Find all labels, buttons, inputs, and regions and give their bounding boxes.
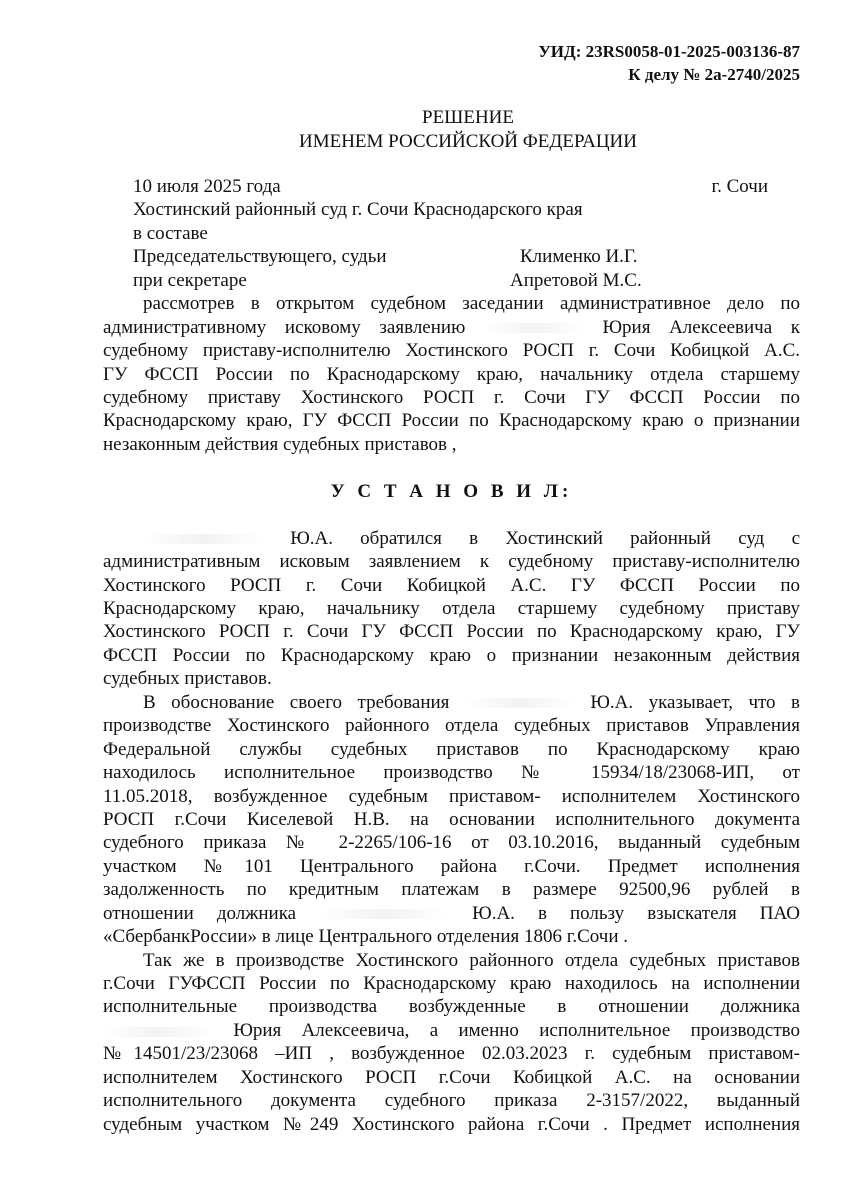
text-line [103,878,800,901]
document-body [103,175,800,1136]
text-segment: В обоснование своего требования [143,691,450,713]
title-decision: РЕШЕНИЕ [422,107,514,128]
text-line [103,785,800,808]
text-segment: Ю.А. в пользу взыскателя ПАО [472,902,800,924]
text-line [103,550,800,573]
text-segment: рассмотрев в открытом судебном заседании административное дело по [143,293,800,315]
decision-city: г. Сочи [711,176,768,197]
text-segment: г.Сочи ГУФССП России по Краснодарскому краю находилось на исполнении [103,973,800,995]
text-segment: Юрия Алексеевича к [602,316,800,338]
text-segment: исполнительные производства возбужденные в отношении должника [103,996,800,1018]
document-header [538,40,800,86]
text-line [103,339,800,362]
text-line [103,995,800,1018]
text-segment: исполнительного документа судебного приказа 2-3157/2022, выданный [103,1090,800,1112]
text-line [103,831,800,854]
text-line [103,644,800,667]
text-segment: незаконным действия судебных приставов , [103,433,457,455]
text-segment: судебных приставов. [103,668,272,690]
text-segment: Юрия Алексеевича, а именно исполнительное производство [233,1019,800,1041]
text-segment: «СбербанкРоссии» в лице Центрального отделения 1806 г.Сочи . [103,926,629,948]
spacer [103,456,800,479]
decision-date: 10 июля 2025 года [133,176,281,197]
section-heading [103,480,800,503]
text-line [103,925,800,948]
text-line [103,972,800,995]
text-line [103,363,800,386]
text-line [103,597,800,620]
text-line [103,714,800,737]
text-segment: судебным участком №249 Хостинского района г.Сочи . Предмет исполнения [103,1113,800,1135]
text-line [103,1113,800,1136]
decision-text [103,292,800,1136]
text-line [103,808,800,831]
text-segment: исполнителем Хостинского РОСП г.Сочи Кобицкой А.С. на основании [103,1066,800,1088]
text-segment: производстве Хостинского районного отдела судебных приставов Управления [103,715,800,737]
presiding-judge: Клименко И.Г. [520,246,638,268]
text-segment: Хостинского РОСП г. Сочи Кобицкой А.С. ГУ ФССП России по [103,574,800,596]
text-line [103,691,800,714]
text-line [103,1089,800,1112]
text-line [103,949,800,972]
presiding-line [103,245,800,268]
text-segment: ГУ ФССП России по Краснодарскому краю, начальнику отдела старшему [103,363,800,385]
presiding-label: Председательствующего, судьи [133,246,387,268]
text-line [103,667,800,690]
text-segment: Федеральной службы судебных приставов по Краснодарскому краю [103,738,800,760]
uid-number: УИД: 23RS0058-01-2025-003136-87 [538,42,800,61]
text-line [103,761,800,784]
redacted-name [465,698,575,708]
text-segment: задолженность по кредитным платежам в размере 92500,96 рублей в [103,879,800,901]
redacted-name [484,323,584,333]
title-subtitle: ИМЕНЕМ РОССИЙСКОЙ ФЕДЕРАЦИИ [298,131,637,152]
text-line [103,574,800,597]
text-segment: судебному приставу-исполнителю Хостинского РОСП г. Сочи Кобицкой А.С. [103,340,800,362]
text-segment: Ю.А. указывает, что в [590,691,800,713]
case-number: К делу № 2а-2740/2025 [628,65,800,84]
text-line [103,433,800,456]
redacted-name [143,534,263,544]
text-segment: административным исковым заявлением к судебному приставу-исполнителю [103,551,800,573]
redacted-name [103,1027,213,1037]
text-segment: ФССП России по Краснодарскому краю о признании незаконным действия [103,644,800,666]
text-segment: Краснодарскому краю, ГУ ФССП России по Краснодарскому краю о признании [103,410,800,432]
text-segment: отношении должника [103,902,297,924]
text-segment: 11.05.2018, возбужденное судебным приставом- исполнителем Хостинского [103,785,800,807]
text-line [103,292,800,315]
court-name: Хостинский районный суд г. Сочи Краснодарского края [133,199,583,221]
text-segment: У С Т А Н О В И Л: [330,480,573,502]
document-title [0,106,858,154]
text-line [103,409,800,432]
text-line [103,386,800,409]
secretary-label: при секретаре [133,269,247,291]
text-line [103,316,800,339]
date-line [103,175,800,198]
text-line [103,855,800,878]
text-segment: Ю.А. обратился в Хостинский районный суд с [290,527,800,549]
text-segment: Так же в производстве Хостинского районного отдела судебных приставов [143,949,800,971]
composition-label: в составе [133,222,208,244]
text-segment: Краснодарскому краю, начальнику отдела старшему судебному приставу [103,597,800,619]
text-line [103,1066,800,1089]
text-line [103,738,800,761]
text-line [103,527,800,550]
text-line [103,1019,800,1042]
secretary-name: Апретовой М.С. [510,269,642,291]
text-line [103,1042,800,1065]
text-segment: судебного приказа № 2-2265/106-16 от 03.10.2016, выданный судебным [103,832,800,854]
spacer [103,503,800,526]
text-segment: РОСП г.Сочи Киселевой Н.В. на основании исполнительного документа [103,808,800,830]
text-segment: судебному приставу Хостинского РОСП г. Сочи ГУ ФССП России по [103,387,800,409]
text-segment: №14501/23/23068 –ИП , возбужденное 02.03.2023 г. судебным приставом- [103,1043,800,1065]
text-segment: административному исковому заявлению [103,316,466,338]
text-line [103,902,800,925]
text-segment: находилось исполнительное производство № 15934/18/23068-ИП, от [103,762,800,784]
text-segment: участком №101 Центрального района г.Сочи. Предмет исполнения [103,855,800,877]
secretary-line [103,269,800,292]
redacted-name [319,909,449,919]
text-segment: Хостинского РОСП г. Сочи ГУ ФССП России по Краснодарскому краю, ГУ [103,621,800,643]
text-line [103,620,800,643]
